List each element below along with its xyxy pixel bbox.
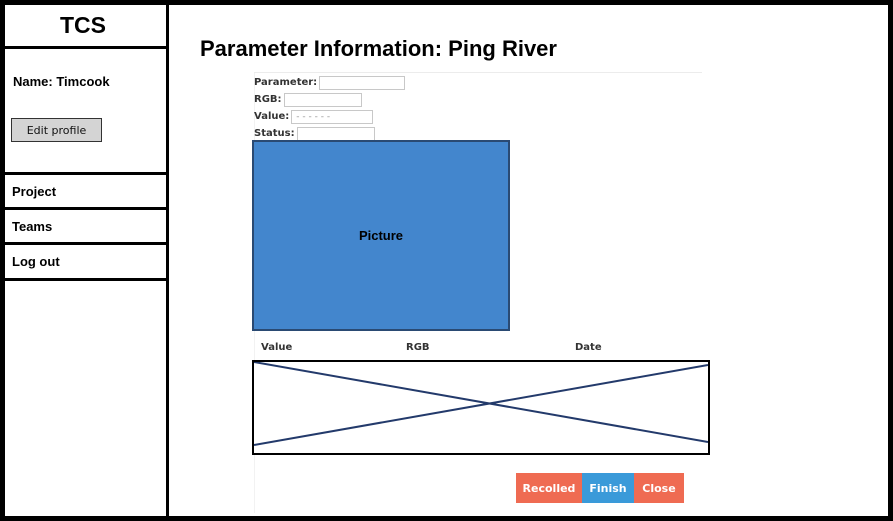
recolled-button[interactable]: Recolled — [516, 473, 582, 503]
table-placeholder — [252, 360, 710, 455]
cross-lines — [254, 362, 708, 453]
parameter-input[interactable] — [319, 76, 405, 90]
user-name: Name: Timcook — [13, 74, 110, 89]
column-header-date: Date — [575, 342, 602, 353]
close-button[interactable]: Close — [634, 473, 684, 503]
value-input[interactable]: - - - - - - — [291, 110, 373, 124]
edit-profile-button[interactable]: Edit profile — [11, 118, 102, 142]
nav-item-project[interactable]: Project — [0, 172, 169, 208]
nav-item-logout[interactable]: Log out — [0, 242, 169, 281]
parameter-field-row — [254, 75, 405, 90]
finish-button[interactable]: Finish — [582, 473, 634, 503]
divider — [254, 72, 702, 73]
cross-line — [254, 362, 708, 442]
value-field-row — [254, 109, 373, 124]
sidebar — [0, 0, 169, 521]
rgb-input[interactable] — [284, 93, 362, 107]
parameter-label: Parameter: — [254, 77, 318, 88]
rgb-label: RGB: — [254, 94, 282, 105]
nav-item-teams[interactable]: Teams — [0, 207, 169, 243]
picture-label: Picture — [358, 228, 404, 243]
status-field-row — [254, 126, 375, 141]
column-header-value: Value — [261, 342, 293, 353]
cross-line — [254, 365, 708, 445]
status-label: Status: — [254, 128, 295, 139]
column-header-rgb: RGB — [406, 342, 430, 353]
value-label: Value: — [254, 111, 290, 122]
rgb-field-row — [254, 92, 362, 107]
picture-placeholder — [252, 140, 510, 331]
app-logo: TCS — [0, 0, 166, 49]
page-title: Parameter Information: Ping River — [200, 36, 557, 61]
status-input[interactable] — [297, 127, 375, 141]
